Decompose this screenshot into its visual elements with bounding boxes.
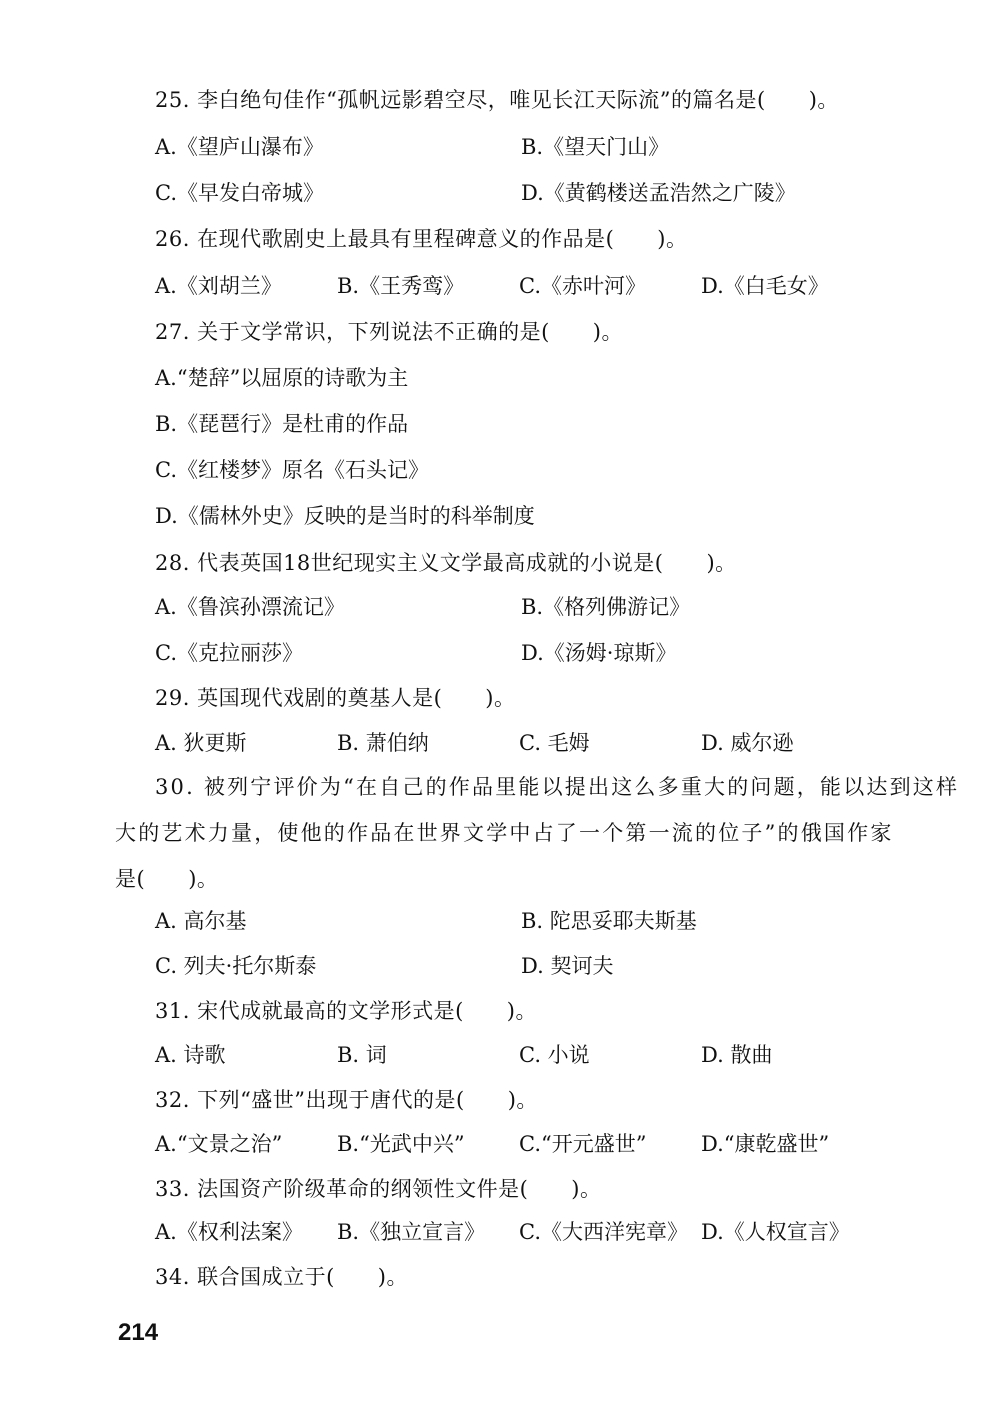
- q31-option-b: B. 词: [337, 1043, 387, 1067]
- q30-option-b: B. 陀思妥耶夫斯基: [521, 909, 697, 933]
- question-25-options-row-2: [155, 178, 910, 208]
- question-26-options: [155, 271, 910, 301]
- q26-option-b: B.《王秀鸾》: [337, 274, 465, 298]
- q25-option-b: B.《望天门山》: [521, 135, 670, 159]
- question-25: 25. 李白绝句佳作“孤帆远影碧空尽，唯见长江天际流”的篇名是( )。: [155, 88, 839, 112]
- q29-option-b: B. 萧伯纳: [337, 731, 429, 755]
- question-31-options: [155, 1040, 910, 1070]
- q33-option-c: C.《大西洋宪章》: [519, 1220, 688, 1244]
- q29-option-a: A. 狄更斯: [155, 731, 247, 755]
- question-30-line-3: 是( )。: [115, 867, 219, 891]
- q28-option-c: C.《克拉丽莎》: [155, 641, 303, 665]
- q26-option-c: C.《赤叶河》: [519, 274, 646, 298]
- q29-option-c: C. 毛姆: [519, 731, 590, 755]
- q32-option-a: A.“文景之治”: [155, 1132, 283, 1156]
- q27-option-d: D.《儒林外史》反映的是当时的科举制度: [155, 504, 535, 528]
- q29-option-d: D. 威尔逊: [701, 731, 794, 755]
- question-30-options-row-2: [155, 951, 910, 981]
- q26-option-d: D.《白毛女》: [701, 274, 829, 298]
- question-25-options-row-1: [155, 132, 910, 162]
- question-26: 26. 在现代歌剧史上最具有里程碑意义的作品是( )。: [155, 227, 688, 251]
- q30-option-d: D. 契诃夫: [521, 954, 614, 978]
- question-27: 27. 关于文学常识，下列说法不正确的是( )。: [155, 320, 623, 344]
- q30-option-c: C. 列夫·托尔斯泰: [155, 954, 317, 978]
- q25-option-a: A.《望庐山瀑布》: [155, 135, 324, 159]
- q27-option-b: B.《琵琶行》是杜甫的作品: [155, 412, 409, 436]
- q25-option-d: D.《黄鹤楼送孟浩然之广陵》: [521, 181, 796, 205]
- q33-option-b: B.《独立宣言》: [337, 1220, 486, 1244]
- q30-option-a: A. 高尔基: [155, 909, 247, 933]
- q28-option-d: D.《汤姆·琼斯》: [521, 641, 677, 665]
- q33-option-d: D.《人权宣言》: [701, 1220, 850, 1244]
- question-32: 32. 下列“盛世”出现于唐代的是( )。: [155, 1088, 538, 1112]
- q33-option-a: A.《权利法案》: [155, 1220, 303, 1244]
- question-28: 28. 代表英国18世纪现实主义文学最高成就的小说是( )。: [155, 551, 737, 575]
- question-29: 29. 英国现代戏剧的奠基人是( )。: [155, 686, 516, 710]
- q28-option-b: B.《格列佛游记》: [521, 595, 691, 619]
- q26-option-a: A.《刘胡兰》: [155, 274, 282, 298]
- q27-option-c: C.《红楼梦》原名《石头记》: [155, 458, 429, 482]
- question-29-options: [155, 728, 910, 758]
- q31-option-c: C. 小说: [519, 1043, 590, 1067]
- q32-option-c: C.“开元盛世”: [519, 1132, 647, 1156]
- question-31: 31. 宋代成就最高的文学形式是( )。: [155, 999, 537, 1023]
- q31-option-d: D. 散曲: [701, 1043, 773, 1067]
- q32-option-b: B.“光武中兴”: [337, 1132, 465, 1156]
- question-33: 33. 法国资产阶级革命的纲领性文件是( )。: [155, 1177, 602, 1201]
- question-28-options-row-2: [155, 638, 910, 668]
- question-30-options-row-1: [155, 906, 910, 936]
- question-30-line-1: 30. 被列宁评价为“在自己的作品里能以提出这么多重大的问题，能以达到这样: [155, 775, 960, 799]
- q32-option-d: D.“康乾盛世”: [701, 1132, 830, 1156]
- question-33-options: [155, 1217, 910, 1247]
- q27-option-a: A.“楚辞”以屈原的诗歌为主: [155, 366, 409, 390]
- question-32-options: [155, 1129, 910, 1159]
- question-28-options-row-1: [155, 592, 910, 622]
- q25-option-c: C.《早发白帝城》: [155, 181, 324, 205]
- q31-option-a: A. 诗歌: [155, 1043, 226, 1067]
- page-number: 214: [118, 1319, 159, 1346]
- q28-option-a: A.《鲁滨孙漂流记》: [155, 595, 345, 619]
- question-30-line-2: 大的艺术力量，使他的作品在世界文学中占了一个第一流的位子”的俄国作家: [115, 821, 894, 845]
- question-34: 34. 联合国成立于( )。: [155, 1265, 408, 1289]
